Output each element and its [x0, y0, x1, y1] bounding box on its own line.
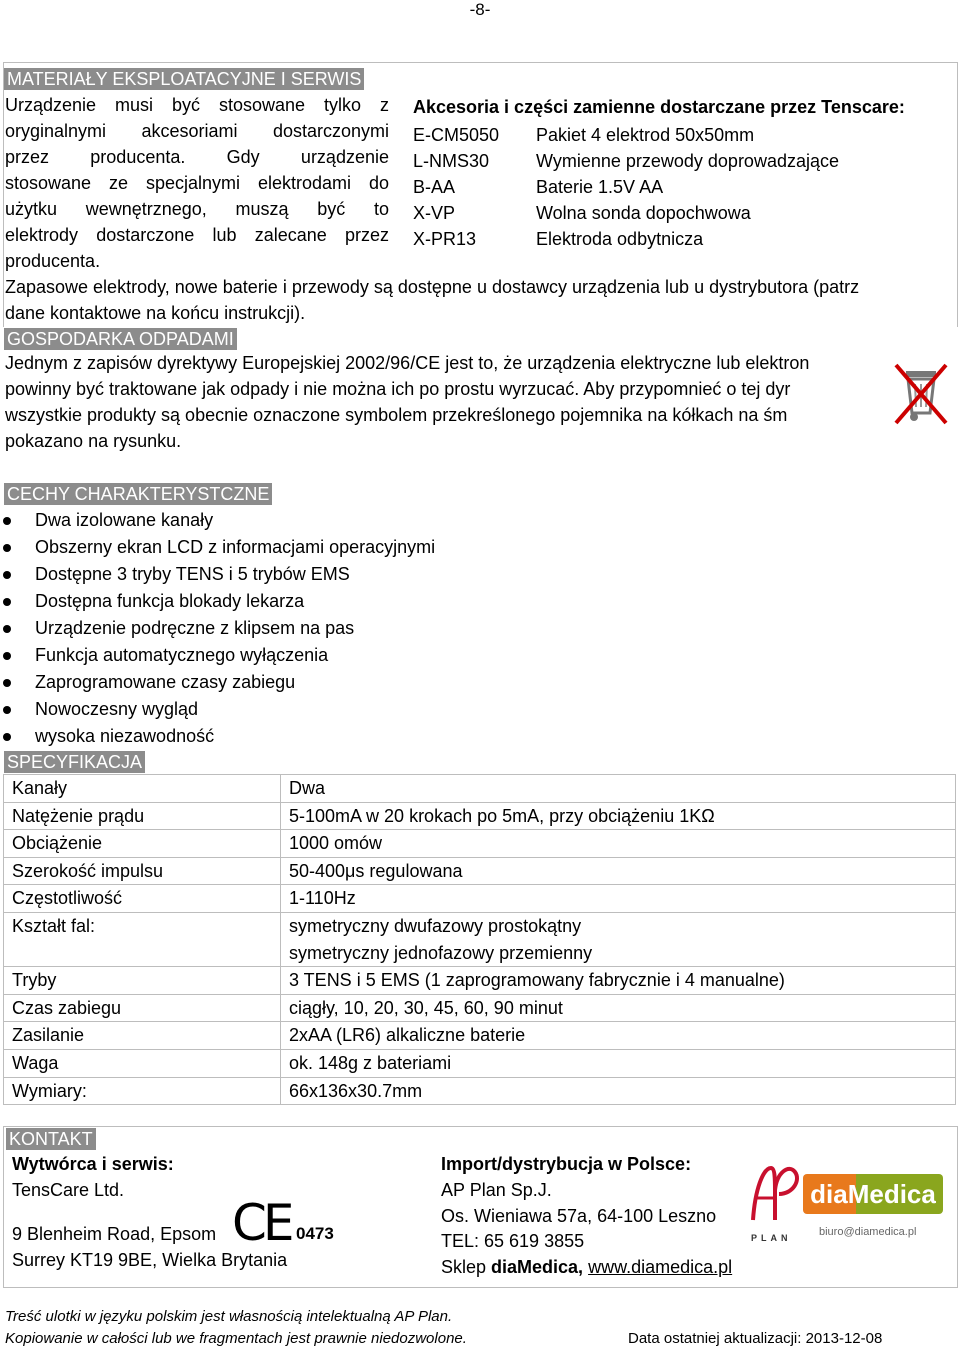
spec-label: Kształt fal: — [4, 912, 281, 966]
waste-heading: GOSPODARKA ODPADAMI — [4, 328, 237, 350]
shop-link[interactable]: www.diamedica.pl — [588, 1257, 733, 1277]
materials-line: oryginalnymi akcesoriami dostarczonymi — [5, 121, 389, 141]
spec-row — [4, 857, 956, 885]
spec-value: 50-400μs regulowana — [281, 857, 956, 885]
spec-row — [4, 802, 956, 830]
spares-line: Zapasowe elektrody, nowe baterie i przewody są dostępne u dostawcy urządzenia lub u dystrybutora (patrz — [5, 277, 860, 297]
distributor-address: Os. Wieniawa 57a, 64-100 Leszno — [441, 1206, 717, 1226]
feature-item: wysoka niezawodność — [0, 723, 900, 750]
spec-label: Waga — [4, 1049, 281, 1077]
materials-heading: MATERIAŁY EKSPLOATACYJNE I SERWIS — [4, 68, 364, 90]
spec-value-line: symetryczny jednofazowy przemienny — [289, 942, 593, 963]
footer-updated: Data ostatniej aktualizacji: 2013-12-08 — [628, 1330, 883, 1347]
spec-value — [281, 912, 956, 966]
spec-row — [4, 912, 956, 966]
feature-item: Dostępna funkcja blokady lekarza — [0, 588, 900, 615]
accessory-desc: Wymienne przewody doprowadzające — [536, 151, 839, 171]
spec-value: Dwa — [281, 775, 956, 803]
accessory-code: X-VP — [413, 203, 456, 223]
distributor-shop — [441, 1254, 732, 1280]
feature-item: Obszerny ekran LCD z informacjami operacyjnymi — [0, 534, 900, 561]
spec-row — [4, 830, 956, 858]
waste-text — [5, 350, 883, 454]
distributor-company: AP Plan Sp.J. — [441, 1180, 552, 1200]
contact-heading: KONTAKT — [6, 1128, 96, 1150]
accessory-code: X-PR13 — [413, 229, 477, 249]
footer-line: Treść ulotki w języku polskim jest własnością intelektualną AP Plan. — [5, 1308, 453, 1325]
spec-value: 5-100mA w 20 krokach po 5mA, przy obciążeniu 1KΩ — [281, 802, 956, 830]
diamedica-logo — [745, 1160, 945, 1262]
distributor-phone: TEL: 65 619 3855 — [441, 1231, 585, 1251]
ce-mark: CE — [232, 1194, 291, 1252]
logo-brand: diaMedica — [803, 1174, 943, 1214]
feature-item: Funkcja automatycznego wyłączenia — [0, 642, 900, 669]
spec-value: 2xAA (LR6) alkaliczne baterie — [281, 1022, 956, 1050]
spec-value: 1-110Hz — [281, 885, 956, 913]
materials-line: elektrody dostarczone lub zalecane przez — [5, 225, 389, 245]
distributor-title: Import/dystrybucja w Polsce: — [441, 1154, 692, 1174]
materials-line: stosowane ze specjalnymi elektrodami do — [5, 173, 389, 193]
shop-brand: diaMedica, — [491, 1257, 584, 1277]
accessory-code: E-CM5050 — [413, 125, 500, 145]
logo-email: biuro@diamedica.pl — [819, 1226, 917, 1238]
ce-number: 0473 — [296, 1224, 334, 1243]
materials-line: Urządzenie musi być stosowane tylko z — [5, 95, 389, 115]
waste-line: wszystkie produkty są obecnie oznaczone symbolem przekreślonego pojemnika na kółkach na śm — [5, 405, 788, 425]
spec-row — [4, 775, 956, 803]
accessory-desc: Baterie 1.5V AA — [536, 177, 664, 197]
manufacturer-address: Surrey KT19 9BE, Wielka Brytania — [12, 1250, 288, 1270]
manufacturer-address: 9 Blenheim Road, Epsom — [12, 1224, 217, 1244]
spec-label: Natężenie prądu — [4, 802, 281, 830]
spares-line: dane kontaktowe na końcu instrukcji). — [5, 303, 306, 323]
spec-label: Kanały — [4, 775, 281, 803]
feature-item: Dostępne 3 tryby TENS i 5 trybów EMS — [0, 561, 900, 588]
spec-row — [4, 1049, 956, 1077]
spec-value: 66x136x30.7mm — [281, 1077, 956, 1105]
manufacturer-title: Wytwórca i serwis: — [12, 1154, 174, 1174]
materials-line: użytku wewnętrznego, muszą być to — [5, 199, 389, 219]
waste-line: Jednym z zapisów dyrektywy Europejskiej 2002/96/CE jest to, że urządzenia elektryczne lub elektron — [5, 353, 810, 373]
spec-row — [4, 967, 956, 995]
spec-label: Tryby — [4, 967, 281, 995]
accessories-title: Akcesoria i części zamienne dostarczane przez Tenscare: — [413, 97, 905, 117]
ap-plan-logo-icon — [745, 1160, 805, 1230]
spec-row — [4, 994, 956, 1022]
waste-line: powinny być traktowane jak odpady i nie można ich po prostu wyrzucać. Aby przypomnieć o tej dyr — [5, 379, 791, 399]
spec-label: Wymiary: — [4, 1077, 281, 1105]
spec-label: Obciążenie — [4, 830, 281, 858]
spec-value-line: symetryczny dwufazowy prostokątny — [289, 915, 582, 936]
manufacturer-company: TensCare Ltd. — [12, 1180, 125, 1200]
accessory-desc: Pakiet 4 elektrod 50x50mm — [536, 125, 755, 145]
feature-item: Zaprogramowane czasy zabiegu — [0, 669, 900, 696]
spec-value: 1000 omów — [281, 830, 956, 858]
crossed-out-wheelie-bin-icon — [888, 357, 954, 429]
spec-value: ciągły, 10, 20, 30, 45, 60, 90 minut — [281, 994, 956, 1022]
accessory-desc: Wolna sonda dopochwowa — [536, 203, 751, 223]
spec-row — [4, 885, 956, 913]
spec-row — [4, 1077, 956, 1105]
materials-line: przez producenta. Gdy urządzenie — [5, 147, 389, 167]
spec-value: ok. 148g z bateriami — [281, 1049, 956, 1077]
materials-text — [5, 92, 389, 274]
spec-heading: SPECYFIKACJA — [4, 751, 145, 773]
spec-label: Czas zabiegu — [4, 994, 281, 1022]
logo-plan-text: PLAN — [751, 1233, 792, 1243]
spec-label: Szerokość impulsu — [4, 857, 281, 885]
spec-value: 3 TENS i 5 EMS (1 zaprogramowany fabrycznie i 4 manualne) — [281, 967, 956, 995]
page-number: -8- — [469, 0, 491, 19]
waste-line-last: pokazano na rysunku. — [5, 431, 182, 451]
features-heading: CECHY CHARAKTERYSTCZNE — [4, 483, 272, 505]
feature-item: Dwa izolowane kanały — [0, 507, 900, 534]
features-list — [0, 507, 900, 750]
spec-label: Zasilanie — [4, 1022, 281, 1050]
feature-item: Nowoczesny wygląd — [0, 696, 900, 723]
accessory-desc: Elektroda odbytnicza — [536, 229, 704, 249]
spec-row — [4, 1022, 956, 1050]
shop-prefix: Sklep — [441, 1257, 492, 1277]
accessory-code: L-NMS30 — [413, 151, 490, 171]
accessory-code: B-AA — [413, 177, 456, 197]
footer-line: Kopiowanie w całości lub we fragmentach jest prawnie niedozwolone. — [5, 1330, 467, 1347]
spec-table — [3, 774, 956, 1105]
materials-line-last: producenta. — [5, 251, 101, 271]
feature-item: Urządzenie podręczne z klipsem na pas — [0, 615, 900, 642]
spec-label: Częstotliwość — [4, 885, 281, 913]
